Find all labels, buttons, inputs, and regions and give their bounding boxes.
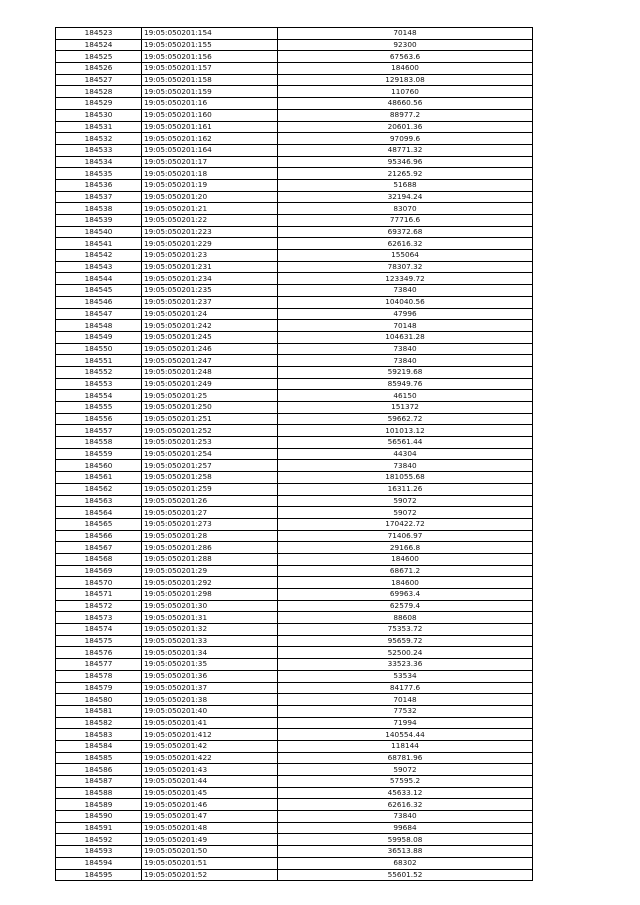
row-number-cell: 184568 [56,553,142,565]
cadastral-number-cell: 19:05:050201:25 [142,390,278,402]
value-cell: 140554.44 [278,729,533,741]
table-row [56,238,533,250]
cadastral-number-cell: 19:05:050201:40 [142,705,278,717]
value-cell: 123349.72 [278,273,533,285]
value-cell: 29166.8 [278,542,533,554]
cadastral-number-cell: 19:05:050201:33 [142,635,278,647]
cadastral-number-cell: 19:05:050201:28 [142,530,278,542]
row-number-cell: 184585 [56,752,142,764]
table-row [56,507,533,519]
cadastral-number-cell: 19:05:050201:22 [142,215,278,227]
table-row [56,273,533,285]
table-row [56,308,533,320]
value-cell: 184600 [278,553,533,565]
cadastral-number-cell: 19:05:050201:19 [142,179,278,191]
table-row [56,203,533,215]
row-number-cell: 184548 [56,320,142,332]
value-cell: 36513.88 [278,846,533,858]
value-cell: 99684 [278,822,533,834]
row-number-cell: 184530 [56,109,142,121]
value-cell: 68671.2 [278,565,533,577]
cadastral-number-cell: 19:05:050201:34 [142,647,278,659]
value-cell: 155064 [278,250,533,262]
table-row [56,133,533,145]
table-row [56,799,533,811]
table-body [56,28,533,881]
row-number-cell: 184537 [56,191,142,203]
table-row [56,495,533,507]
row-number-cell: 184529 [56,98,142,110]
row-number-cell: 184560 [56,460,142,472]
cadastral-number-cell: 19:05:050201:288 [142,553,278,565]
table-row [56,343,533,355]
value-cell: 59072 [278,495,533,507]
table-row [56,787,533,799]
cadastral-number-cell: 19:05:050201:46 [142,799,278,811]
row-number-cell: 184580 [56,694,142,706]
row-number-cell: 184526 [56,63,142,75]
value-cell: 53534 [278,670,533,682]
table-row [56,98,533,110]
cadastral-number-cell: 19:05:050201:41 [142,717,278,729]
cadastral-number-cell: 19:05:050201:160 [142,109,278,121]
value-cell: 45633.12 [278,787,533,799]
cadastral-number-cell: 19:05:050201:292 [142,577,278,589]
cadastral-number-cell: 19:05:050201:252 [142,425,278,437]
value-cell: 88977.2 [278,109,533,121]
table-row [56,156,533,168]
cadastral-number-cell: 19:05:050201:17 [142,156,278,168]
value-cell: 59072 [278,764,533,776]
cadastral-number-cell: 19:05:050201:30 [142,600,278,612]
cadastral-number-cell: 19:05:050201:157 [142,63,278,75]
cadastral-number-cell: 19:05:050201:273 [142,518,278,530]
row-number-cell: 184549 [56,331,142,343]
cadastral-number-cell: 19:05:050201:259 [142,483,278,495]
table-row [56,74,533,86]
table-row [56,378,533,390]
table-row [56,553,533,565]
table-row [56,647,533,659]
table-row [56,600,533,612]
table-row [56,857,533,869]
row-number-cell: 184524 [56,39,142,51]
value-cell: 70148 [278,28,533,40]
row-number-cell: 184550 [56,343,142,355]
cadastral-number-cell: 19:05:050201:29 [142,565,278,577]
value-cell: 70148 [278,694,533,706]
value-cell: 184600 [278,577,533,589]
value-cell: 71994 [278,717,533,729]
cadastral-number-cell: 19:05:050201:158 [142,74,278,86]
row-number-cell: 184542 [56,250,142,262]
cadastral-number-cell: 19:05:050201:18 [142,168,278,180]
value-cell: 73840 [278,285,533,297]
value-cell: 59662.72 [278,413,533,425]
row-number-cell: 184546 [56,296,142,308]
value-cell: 104040.56 [278,296,533,308]
row-number-cell: 184592 [56,834,142,846]
row-number-cell: 184564 [56,507,142,519]
cadastral-number-cell: 19:05:050201:47 [142,811,278,823]
cadastral-number-cell: 19:05:050201:154 [142,28,278,40]
row-number-cell: 184595 [56,869,142,881]
table-row [56,483,533,495]
table-row [56,717,533,729]
value-cell: 47996 [278,308,533,320]
cadastral-number-cell: 19:05:050201:52 [142,869,278,881]
cadastral-number-cell: 19:05:050201:257 [142,460,278,472]
row-number-cell: 184575 [56,635,142,647]
cadastral-number-cell: 19:05:050201:229 [142,238,278,250]
value-cell: 73840 [278,355,533,367]
value-cell: 68302 [278,857,533,869]
table-row [56,121,533,133]
table-row [56,366,533,378]
table-row [56,51,533,63]
table-row [56,740,533,752]
value-cell: 59958.08 [278,834,533,846]
cadastral-number-cell: 19:05:050201:44 [142,776,278,788]
row-number-cell: 184578 [56,670,142,682]
value-cell: 62616.32 [278,799,533,811]
value-cell: 46150 [278,390,533,402]
value-cell: 32194.24 [278,191,533,203]
table-row [56,659,533,671]
table-row [56,682,533,694]
table-row [56,86,533,98]
value-cell: 70148 [278,320,533,332]
row-number-cell: 184561 [56,472,142,484]
cadastral-number-cell: 19:05:050201:258 [142,472,278,484]
value-cell: 75353.72 [278,624,533,636]
row-number-cell: 184527 [56,74,142,86]
cadastral-number-cell: 19:05:050201:23 [142,250,278,262]
value-cell: 97099.6 [278,133,533,145]
row-number-cell: 184567 [56,542,142,554]
row-number-cell: 184587 [56,776,142,788]
table-row [56,729,533,741]
table-row [56,250,533,262]
row-number-cell: 184574 [56,624,142,636]
row-number-cell: 184556 [56,413,142,425]
table-row [56,402,533,414]
row-number-cell: 184571 [56,589,142,601]
cadastral-number-cell: 19:05:050201:16 [142,98,278,110]
cadastral-number-cell: 19:05:050201:21 [142,203,278,215]
table-row [56,215,533,227]
table-row [56,589,533,601]
value-cell: 73840 [278,811,533,823]
value-cell: 56561.44 [278,437,533,449]
table-row [56,811,533,823]
table-row [56,296,533,308]
row-number-cell: 184584 [56,740,142,752]
row-number-cell: 184583 [56,729,142,741]
row-number-cell: 184573 [56,612,142,624]
value-cell: 129183.08 [278,74,533,86]
table-row [56,226,533,238]
cadastral-number-cell: 19:05:050201:298 [142,589,278,601]
value-cell: 84177.6 [278,682,533,694]
table-row [56,63,533,75]
value-cell: 110760 [278,86,533,98]
cadastral-number-cell: 19:05:050201:51 [142,857,278,869]
row-number-cell: 184565 [56,518,142,530]
value-cell: 71406.97 [278,530,533,542]
cadastral-number-cell: 19:05:050201:247 [142,355,278,367]
cadastral-number-cell: 19:05:050201:159 [142,86,278,98]
table-row [56,776,533,788]
value-cell: 69963.4 [278,589,533,601]
value-cell: 184600 [278,63,533,75]
cadastral-number-cell: 19:05:050201:237 [142,296,278,308]
cadastral-number-cell: 19:05:050201:235 [142,285,278,297]
row-number-cell: 184554 [56,390,142,402]
cadastral-number-cell: 19:05:050201:286 [142,542,278,554]
value-cell: 101013.12 [278,425,533,437]
cadastral-number-cell: 19:05:050201:231 [142,261,278,273]
row-number-cell: 184525 [56,51,142,63]
row-number-cell: 184540 [56,226,142,238]
row-number-cell: 184545 [56,285,142,297]
row-number-cell: 184559 [56,448,142,460]
row-number-cell: 184558 [56,437,142,449]
row-number-cell: 184593 [56,846,142,858]
cadastral-number-cell: 19:05:050201:223 [142,226,278,238]
table-row [56,752,533,764]
row-number-cell: 184576 [56,647,142,659]
value-cell: 51688 [278,179,533,191]
row-number-cell: 184562 [56,483,142,495]
table-row [56,530,533,542]
table-row [56,331,533,343]
cadastral-number-cell: 19:05:050201:246 [142,343,278,355]
cadastral-number-cell: 19:05:050201:161 [142,121,278,133]
table-row [56,448,533,460]
cadastral-number-cell: 19:05:050201:43 [142,764,278,776]
cadastral-number-cell: 19:05:050201:250 [142,402,278,414]
cadastral-number-cell: 19:05:050201:50 [142,846,278,858]
row-number-cell: 184534 [56,156,142,168]
table-row [56,670,533,682]
value-cell: 68781.96 [278,752,533,764]
value-cell: 57595.2 [278,776,533,788]
value-cell: 21265.92 [278,168,533,180]
row-number-cell: 184539 [56,215,142,227]
value-cell: 20601.36 [278,121,533,133]
cadastral-number-cell: 19:05:050201:32 [142,624,278,636]
row-number-cell: 184590 [56,811,142,823]
row-number-cell: 184535 [56,168,142,180]
value-cell: 88608 [278,612,533,624]
value-cell: 48660.56 [278,98,533,110]
row-number-cell: 184532 [56,133,142,145]
cadastral-number-cell: 19:05:050201:49 [142,834,278,846]
table-row [56,109,533,121]
cadastral-number-cell: 19:05:050201:422 [142,752,278,764]
row-number-cell: 184586 [56,764,142,776]
row-number-cell: 184552 [56,366,142,378]
table-row [56,822,533,834]
cadastral-number-cell: 19:05:050201:242 [142,320,278,332]
table-row [56,425,533,437]
value-cell: 151372 [278,402,533,414]
value-cell: 16311.26 [278,483,533,495]
table-row [56,320,533,332]
table-row [56,635,533,647]
table-row [56,285,533,297]
cadastral-number-cell: 19:05:050201:251 [142,413,278,425]
value-cell: 69372.68 [278,226,533,238]
cadastral-number-cell: 19:05:050201:155 [142,39,278,51]
row-number-cell: 184541 [56,238,142,250]
table-row [56,565,533,577]
table-row [56,437,533,449]
cadastral-number-cell: 19:05:050201:27 [142,507,278,519]
table-row [56,472,533,484]
row-number-cell: 184523 [56,28,142,40]
row-number-cell: 184538 [56,203,142,215]
table-row [56,518,533,530]
value-cell: 83070 [278,203,533,215]
table-row [56,694,533,706]
cadastral-number-cell: 19:05:050201:156 [142,51,278,63]
cadastral-number-cell: 19:05:050201:24 [142,308,278,320]
value-cell: 181055.68 [278,472,533,484]
value-cell: 104631.28 [278,331,533,343]
row-number-cell: 184533 [56,144,142,156]
cadastral-number-cell: 19:05:050201:42 [142,740,278,752]
table-row [56,460,533,472]
row-number-cell: 184547 [56,308,142,320]
row-number-cell: 184594 [56,857,142,869]
table-row [56,179,533,191]
cadastral-number-cell: 19:05:050201:26 [142,495,278,507]
cadastral-number-cell: 19:05:050201:249 [142,378,278,390]
cadastral-number-cell: 19:05:050201:37 [142,682,278,694]
cadastral-number-cell: 19:05:050201:245 [142,331,278,343]
cadastral-number-cell: 19:05:050201:20 [142,191,278,203]
value-cell: 52500.24 [278,647,533,659]
value-cell: 118144 [278,740,533,752]
row-number-cell: 184543 [56,261,142,273]
value-cell: 67563.6 [278,51,533,63]
table-row [56,144,533,156]
row-number-cell: 184588 [56,787,142,799]
cadastral-number-cell: 19:05:050201:234 [142,273,278,285]
cadastral-number-cell: 19:05:050201:164 [142,144,278,156]
row-number-cell: 184579 [56,682,142,694]
value-cell: 44304 [278,448,533,460]
cadastral-number-cell: 19:05:050201:38 [142,694,278,706]
value-cell: 85949.76 [278,378,533,390]
table-row [56,191,533,203]
table-row [56,705,533,717]
cadastral-number-cell: 19:05:050201:253 [142,437,278,449]
table-row [56,168,533,180]
row-number-cell: 184557 [56,425,142,437]
table-row [56,390,533,402]
row-number-cell: 184553 [56,378,142,390]
cadastral-number-cell: 19:05:050201:35 [142,659,278,671]
row-number-cell: 184577 [56,659,142,671]
table-row [56,764,533,776]
table-row [56,612,533,624]
table-row [56,624,533,636]
table-row [56,834,533,846]
row-number-cell: 184544 [56,273,142,285]
table-row [56,355,533,367]
row-number-cell: 184569 [56,565,142,577]
row-number-cell: 184581 [56,705,142,717]
cadastral-number-cell: 19:05:050201:254 [142,448,278,460]
value-cell: 92300 [278,39,533,51]
row-number-cell: 184536 [56,179,142,191]
value-cell: 95659.72 [278,635,533,647]
value-cell: 77716.6 [278,215,533,227]
value-cell: 48771.32 [278,144,533,156]
table-row [56,869,533,881]
value-cell: 59072 [278,507,533,519]
row-number-cell: 184582 [56,717,142,729]
value-cell: 55601.52 [278,869,533,881]
row-number-cell: 184551 [56,355,142,367]
cadastral-value-table [55,27,533,881]
cadastral-number-cell: 19:05:050201:248 [142,366,278,378]
row-number-cell: 184528 [56,86,142,98]
row-number-cell: 184570 [56,577,142,589]
row-number-cell: 184563 [56,495,142,507]
table-row [56,846,533,858]
value-cell: 73840 [278,460,533,472]
value-cell: 170422.72 [278,518,533,530]
table-row [56,577,533,589]
cadastral-number-cell: 19:05:050201:31 [142,612,278,624]
cadastral-number-cell: 19:05:050201:36 [142,670,278,682]
row-number-cell: 184589 [56,799,142,811]
value-cell: 62616.32 [278,238,533,250]
value-cell: 59219.68 [278,366,533,378]
row-number-cell: 184566 [56,530,142,542]
cadastral-number-cell: 19:05:050201:48 [142,822,278,834]
table-row [56,542,533,554]
cadastral-number-cell: 19:05:050201:45 [142,787,278,799]
value-cell: 77532 [278,705,533,717]
row-number-cell: 184555 [56,402,142,414]
table-row [56,28,533,40]
table-row [56,261,533,273]
value-cell: 33523.36 [278,659,533,671]
value-cell: 78307.32 [278,261,533,273]
row-number-cell: 184531 [56,121,142,133]
value-cell: 95346.96 [278,156,533,168]
table-row [56,413,533,425]
row-number-cell: 184572 [56,600,142,612]
table-row [56,39,533,51]
value-cell: 62579.4 [278,600,533,612]
value-cell: 73840 [278,343,533,355]
cadastral-number-cell: 19:05:050201:412 [142,729,278,741]
row-number-cell: 184591 [56,822,142,834]
cadastral-number-cell: 19:05:050201:162 [142,133,278,145]
